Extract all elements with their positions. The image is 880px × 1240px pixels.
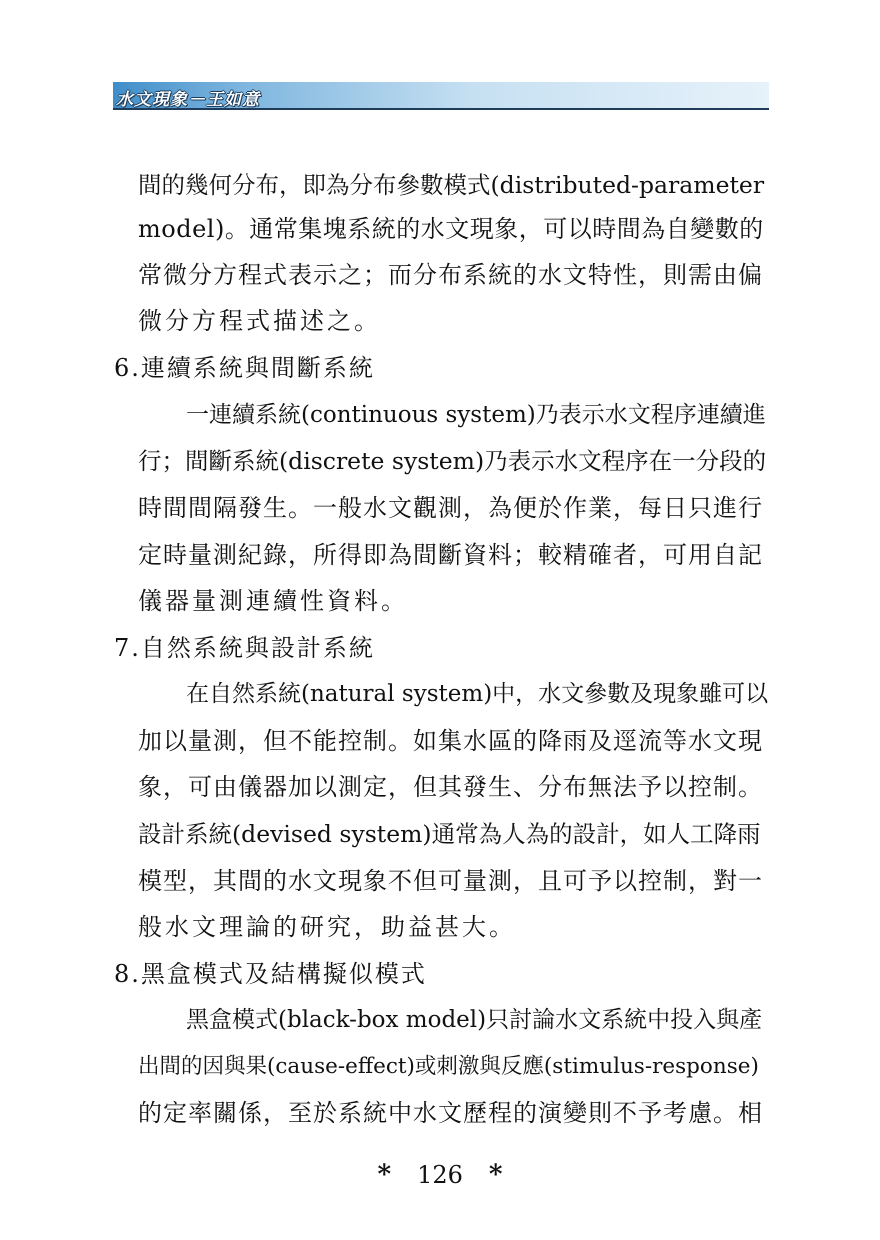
text-line: 加以量測，但不能控制。如集水區的降雨及逕流等水文現 (138, 727, 763, 755)
text-line: 設計系統(devised system)通常為人為的設計，如人工降雨 (138, 820, 761, 848)
text-line: model)。通常集塊系統的水文現象，可以時間為自變數的 (138, 215, 764, 243)
text-line: 模型，其間的水文現象不但可量測，且可予以控制，對一 (138, 867, 763, 895)
text-line: 象，可由儀器加以測定，但其發生、分布無法予以控制。 (138, 773, 763, 801)
footer-star-right: * (488, 1160, 503, 1190)
text-line: 儀器量測連續性資料。 (138, 587, 408, 615)
text-line: 時間間隔發生。一般水文觀測，為便於作業，每日只進行 (138, 494, 763, 522)
footer-star-left: * (377, 1160, 392, 1190)
text-line: 行；間斷系統(discrete system)乃表示水文程序在一分段的 (138, 447, 767, 475)
text-line: 出間的因與果(cause-effect)或刺激與反應(stimulus-response) (138, 1054, 759, 1079)
running-header (113, 82, 769, 110)
page-number: 126 (417, 1161, 463, 1189)
header-title: 水文現象－王如意 (116, 90, 260, 110)
text-line: 般水文理論的研究，助益甚大。 (138, 913, 516, 941)
section-heading: 7.自然系統與設計系統 (114, 634, 375, 662)
paragraph-first-line: 黑盒模式(black-box model)只討論水文系統中投入與產 (186, 1007, 763, 1033)
page-footer (0, 1160, 880, 1190)
text-line: 定時量測紀錄，所得即為間斷資料；較精確者，可用自記 (138, 541, 763, 569)
section-heading: 8.黑盒模式及結構擬似模式 (114, 960, 427, 988)
text-line: 的定率關係，至於系統中水文歷程的演變則不予考慮。相 (138, 1099, 763, 1127)
section-heading: 6.連續系統與間斷系統 (114, 354, 375, 382)
text-line: 常微分方程式表示之；而分布系統的水文特性，則需由偏 (138, 261, 763, 289)
paragraph-first-line: 一連續系統(continuous system)乃表示水文程序連續進 (186, 402, 766, 428)
text-line: 微分方程式描述之。 (138, 307, 381, 335)
paragraph-first-line: 在自然系統(natural system)中，水文參數及現象雖可以 (186, 681, 769, 707)
text-line: 間的幾何分布，即為分布參數模式(distributed-parameter (138, 171, 765, 199)
